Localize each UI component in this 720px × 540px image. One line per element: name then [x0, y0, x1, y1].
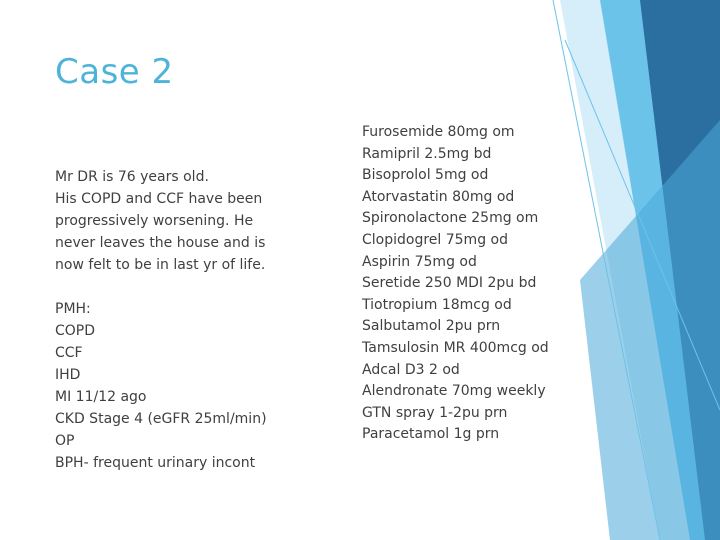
medication-item: Tiotropium 18mcg od: [362, 296, 512, 313]
slide-title: Case 2: [55, 52, 174, 92]
medication-item: Clopidogrel 75mg od: [362, 231, 508, 248]
medication-item: Tamsulosin MR 400mcg od: [362, 339, 549, 356]
medication-list: [362, 122, 582, 446]
medication-item: Furosemide 80mg om: [362, 124, 515, 140]
medication-item: Bisoprolol 5mg od: [362, 167, 489, 184]
medication-item: Paracetamol 1g prn: [362, 426, 500, 443]
intro-line: Mr DR is 76 years old.: [55, 169, 209, 185]
medication-item: Seretide 250 MDI 2pu bd: [362, 275, 537, 292]
pmh-item: IHD: [55, 367, 81, 383]
pmh-item: COPD: [55, 323, 96, 339]
medication-item: Adcal D3 2 od: [362, 361, 460, 378]
medication-item: Aspirin 75mg od: [362, 253, 477, 270]
pmh-item: CCF: [55, 345, 83, 361]
pmh-item: CKD Stage 4 (eGFR 25ml/min): [55, 411, 267, 427]
intro-line: His COPD and CCF have been: [55, 191, 263, 207]
intro-line: progressively worsening. He: [55, 213, 254, 229]
pmh-heading: PMH:: [55, 301, 91, 317]
patient-summary: [55, 166, 355, 474]
intro-line: now felt to be in last yr of life.: [55, 257, 266, 273]
pmh-item: MI 11/12 ago: [55, 389, 147, 405]
pmh-item: BPH- frequent urinary incont: [55, 455, 256, 471]
medication-item: Spironolactone 25mg om: [362, 210, 539, 227]
medication-item: Atorvastatin 80mg od: [362, 188, 515, 205]
medication-item: Salbutamol 2pu prn: [362, 318, 501, 335]
medication-item: GTN spray 1-2pu prn: [362, 404, 508, 421]
medication-item: Alendronate 70mg weekly: [362, 383, 546, 400]
pmh-item: OP: [55, 433, 75, 449]
medication-item: Ramipril 2.5mg bd: [362, 145, 492, 162]
intro-line: never leaves the house and is: [55, 235, 266, 251]
